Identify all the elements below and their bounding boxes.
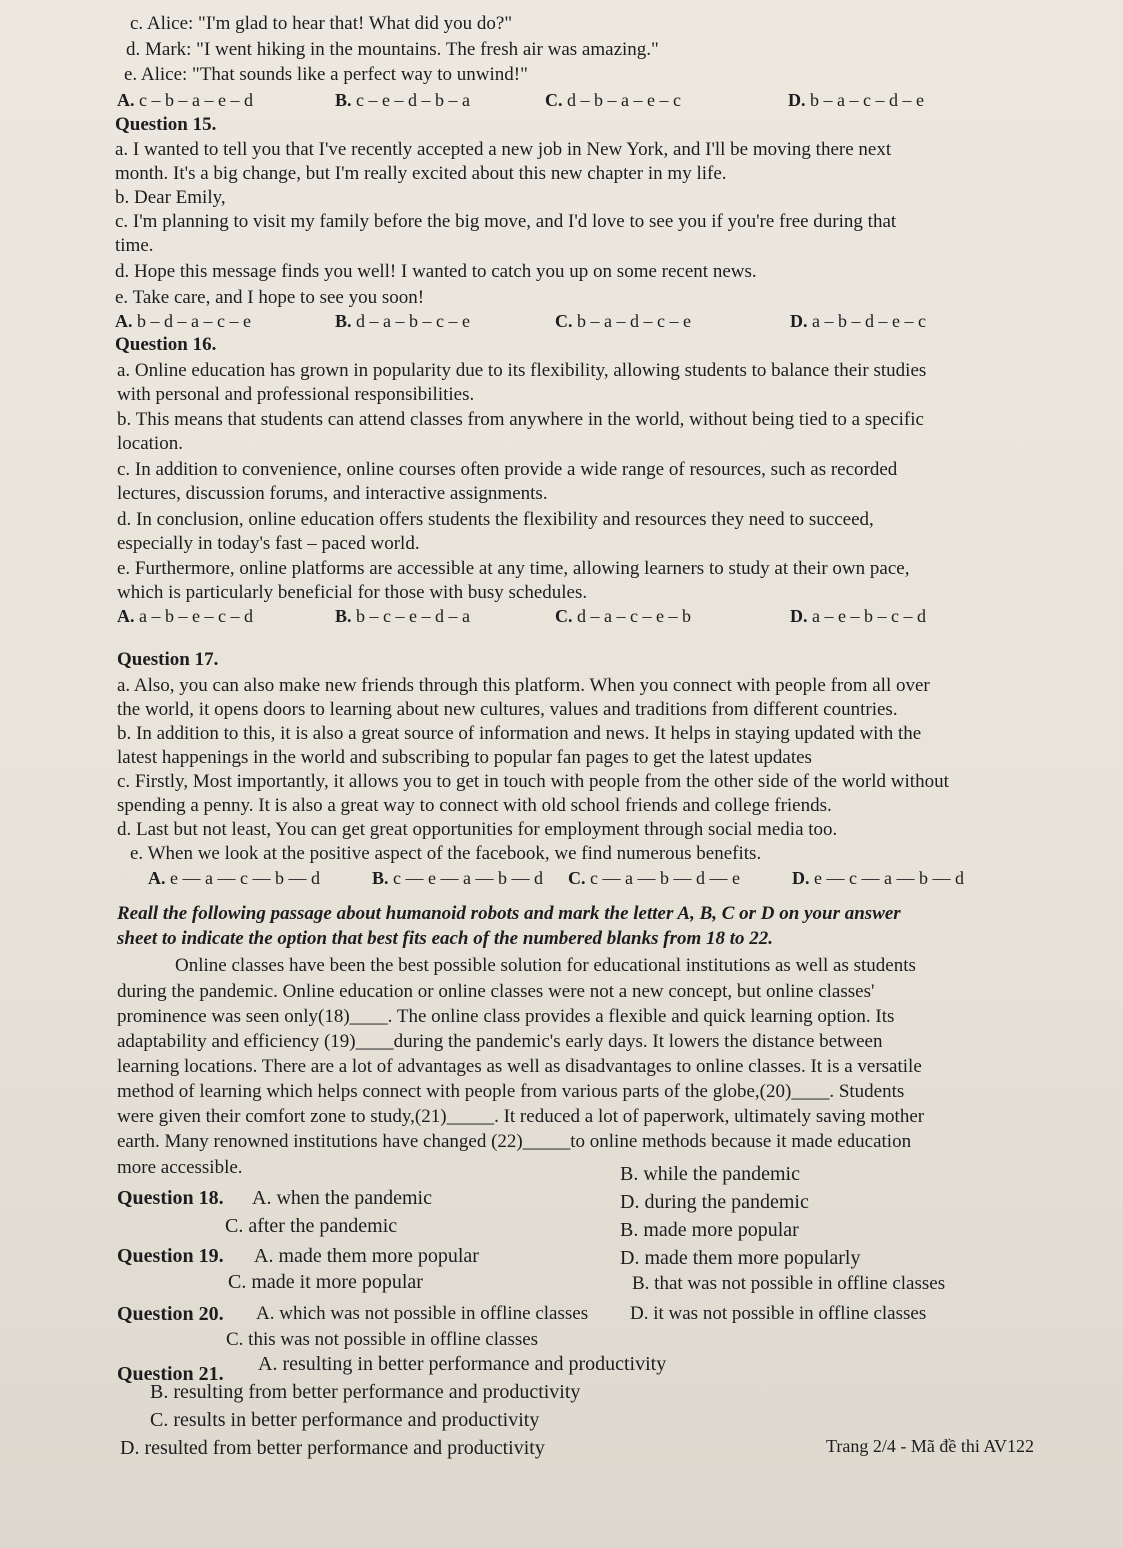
q21-option-a[interactable]: A. resulting in better performance and productivity (258, 1353, 667, 1375)
q18-option-d[interactable]: D. during the pandemic (620, 1191, 809, 1213)
q15-option-d[interactable]: D. a – b – d – e – c (790, 311, 926, 331)
q18-title: Question 18. (117, 1187, 224, 1209)
passage-line-4: adaptability and efficiency (19)____during the pandemic's early days. It lowers the distance between (117, 1031, 883, 1052)
q16-line-a1: a. Online education has grown in popularity due to its flexibility, allowing students to balance their studies (117, 360, 927, 381)
q16-option-c[interactable]: C. d – a – c – e – b (555, 606, 691, 626)
passage-line-2: during the pandemic. Online education or online classes were not a new concept, but online classes' (117, 981, 875, 1002)
q16-line-b1: b. This means that students can attend classes from anywhere in the world, without being tied to a specific (117, 409, 924, 430)
passage-line-7: were given their comfort zone to study,(21)_____. It reduced a lot of paperwork, ultimately saving mother (117, 1106, 925, 1127)
q17-line-e: e. When we look at the positive aspect of the facebook, we find numerous benefits. (130, 843, 762, 864)
q20-option-a[interactable]: A. which was not possible in offline classes (256, 1303, 589, 1324)
q19-title: Question 19. (117, 1245, 224, 1267)
q16-line-e1: e. Furthermore, online platforms are accessible at any time, allowing learners to study at their own pace, (117, 558, 910, 579)
q16-line-b2: location. (117, 433, 183, 454)
q15-title: Question 15. (115, 114, 217, 135)
passage-line-9: more accessible. (117, 1157, 243, 1178)
q17-line-c1: c. Firstly, Most importantly, it allows you to get in touch with people from the other side of the world without (117, 771, 949, 792)
q18-option-c[interactable]: C. after the pandemic (225, 1215, 398, 1237)
q17-line-d: d. Last but not least, You can get great opportunities for employment through social media too. (117, 819, 838, 840)
passage-line-6: method of learning which helps connect with people from various parts of the globe,(20)____. Students (117, 1081, 905, 1102)
q16-title: Question 16. (115, 334, 217, 355)
q17-line-b1: b. In addition to this, it is also a great source of information and news. It helps in staying updated with the (117, 723, 922, 744)
q16-option-b[interactable]: B. b – c – e – d – a (335, 606, 470, 626)
q17-line-b2: latest happenings in the world and subscribing to popular fan pages to get the latest updates (117, 747, 812, 768)
q16-line-c1: c. In addition to convenience, online courses often provide a wide range of resources, such as recorded (117, 459, 898, 480)
q17-option-b[interactable]: B. c — e — a — b — d (372, 868, 543, 888)
q15-option-b[interactable]: B. d – a – b – c – e (335, 311, 470, 331)
q17-option-d[interactable]: D. e — c — a — b — d (792, 868, 964, 888)
q17-line-a2: the world, it opens doors to learning about new cultures, values and traditions from different countries. (117, 699, 898, 720)
passage-instruction-line-1: Reall the following passage about humanoid robots and mark the letter A, B, C or D on your answer (117, 903, 901, 924)
q14-option-d[interactable]: D. b – a – c – d – e (788, 90, 924, 110)
q14-option-a[interactable]: A. c – b – a – e – d (117, 90, 253, 110)
q21-option-c[interactable]: C. results in better performance and productivity (150, 1409, 540, 1431)
q14-option-b[interactable]: B. c – e – d – b – a (335, 90, 470, 110)
q17-line-a1: a. Also, you can also make new friends through this platform. When you connect with people from all over (117, 675, 930, 696)
q14-option-c[interactable]: C. d – b – a – e – c (545, 90, 681, 110)
q15-line-e: e. Take care, and I hope to see you soon! (115, 287, 425, 308)
q19-option-a[interactable]: A. made them more popular (254, 1245, 479, 1267)
q15-line-a1: a. I wanted to tell you that I've recently accepted a new job in New York, and I'll be moving there next (115, 139, 892, 160)
q16-line-d1: d. In conclusion, online education offers students the flexibility and resources they need to succeed, (117, 509, 874, 530)
q19-option-b[interactable]: B. made more popular (620, 1219, 799, 1241)
q15-line-c2: time. (115, 235, 154, 256)
q20-option-d[interactable]: D. it was not possible in offline classes (630, 1303, 927, 1324)
q15-line-b: b. Dear Emily, (115, 187, 226, 208)
q17-option-a[interactable]: A. e — a — c — b — d (148, 868, 320, 888)
q16-line-c2: lectures, discussion forums, and interactive assignments. (117, 483, 548, 504)
q16-line-e2: which is particularly beneficial for those with busy schedules. (117, 582, 588, 603)
q16-option-d[interactable]: D. a – e – b – c – d (790, 606, 926, 626)
q16-option-a[interactable]: A. a – b – e – c – d (117, 606, 253, 626)
q20-option-c[interactable]: C. this was not possible in offline classes (226, 1329, 539, 1350)
q14-line-e: e. Alice: "That sounds like a perfect way to unwind!" (124, 64, 528, 85)
q14-line-d: d. Mark: "I went hiking in the mountains. The fresh air was amazing." (126, 39, 659, 60)
q19-option-c[interactable]: C. made it more popular (228, 1271, 423, 1293)
q21-title: Question 21. (117, 1363, 224, 1385)
q16-line-d2: especially in today's fast – paced world. (117, 533, 420, 554)
page-footer: Trang 2/4 - Mã đề thi AV122 (826, 1436, 1035, 1456)
q18-option-a[interactable]: A. when the pandemic (252, 1187, 432, 1209)
q18-option-b[interactable]: B. while the pandemic (620, 1163, 800, 1185)
q15-option-c[interactable]: C. b – a – d – c – e (555, 311, 691, 331)
q17-title: Question 17. (117, 649, 219, 670)
q17-option-c[interactable]: C. c — a — b — d — e (568, 868, 740, 888)
q17-line-c2: spending a penny. It is also a great way to connect with old school friends and college friends. (117, 795, 832, 816)
q16-line-a2: with personal and professional responsibilities. (117, 384, 475, 405)
passage-instruction-line-2: sheet to indicate the option that best fits each of the numbered blanks from 18 to 22. (117, 928, 774, 949)
q14-line-c: c. Alice: "I'm glad to hear that! What did you do?" (130, 13, 513, 34)
q21-option-d[interactable]: D. resulted from better performance and productivity (120, 1437, 545, 1459)
q19-option-d[interactable]: D. made them more popularly (620, 1247, 861, 1269)
q15-line-c1: c. I'm planning to visit my family before the big move, and I'd love to see you if you're free during that (115, 211, 897, 232)
q20-option-b[interactable]: B. that was not possible in offline classes (632, 1273, 946, 1294)
q15-line-d: d. Hope this message finds you well! I wanted to catch you up on some recent news. (115, 261, 757, 282)
passage-line-3: prominence was seen only(18)____. The online class provides a flexible and quick learning option. Its (117, 1006, 895, 1027)
passage-line-8: earth. Many renowned institutions have changed (22)_____to online methods because it made education (117, 1131, 912, 1152)
q21-option-b[interactable]: B. resulting from better performance and productivity (150, 1381, 581, 1403)
q15-option-a[interactable]: A. b – d – a – c – e (115, 311, 251, 331)
passage-line-1: Online classes have been the best possible solution for educational institutions as well as students (175, 955, 916, 976)
q20-title: Question 20. (117, 1303, 224, 1325)
passage-line-5: learning locations. There are a lot of advantages as well as disadvantages to online classes. It is a versatile (117, 1056, 922, 1077)
q15-line-a2: month. It's a big change, but I'm really excited about this new chapter in my life. (115, 163, 727, 184)
